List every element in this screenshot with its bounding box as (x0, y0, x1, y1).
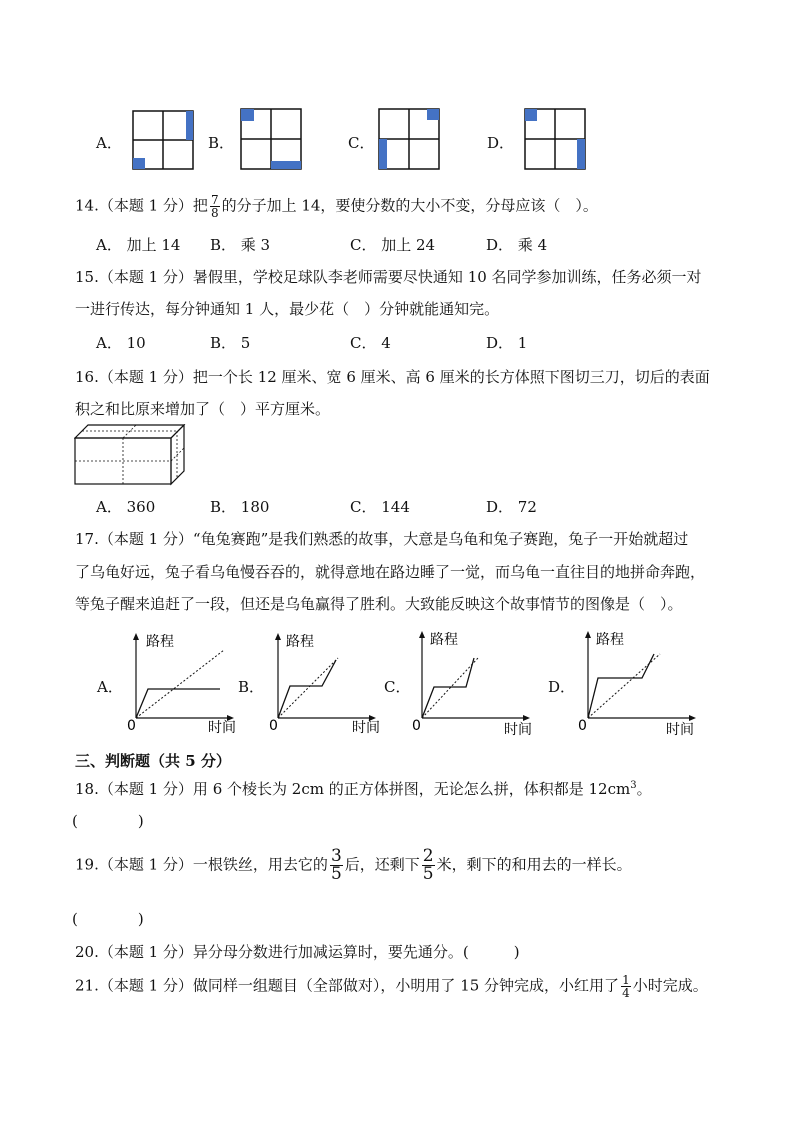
q17-line-3: 等兔子醒来追赶了一段，但还是乌龟赢得了胜利。大致能反映这个故事情节的图像是（ ）。 (75, 595, 683, 613)
q16-line-1: 16.（本题 1 分）把一个长 12 厘米、宽 6 厘米、高 6 厘米的长方体照下图切三刀，切后的表面 (75, 368, 710, 386)
rabbit-line (422, 658, 474, 718)
q14-text-post: 的分子加上 14，要使分数的大小不变，分母应该（ ）。 (221, 196, 598, 215)
graph-a-origin: 0 (127, 718, 136, 734)
q21-frac-numerator: 1 (622, 973, 630, 987)
q13-option-b-label: B． (208, 134, 235, 152)
q19-text-pre: 19.（本题 1 分）一根铁丝，用去它的 (75, 855, 328, 874)
q14-option-a: A． 加上 14 (96, 236, 181, 254)
q19-stem (75, 848, 632, 883)
tortoise-line (422, 658, 478, 718)
q17-option-c-label: C． (384, 678, 411, 696)
rabbit-line (588, 654, 654, 718)
q14-stem (75, 194, 598, 219)
q17-graph-d (576, 624, 706, 736)
tortoise-line (278, 658, 338, 718)
q18-stem (75, 778, 652, 799)
q13-option-b-figure (240, 108, 304, 172)
q18-answer-blank[interactable]: ( ) (72, 812, 144, 830)
q13-option-a-figure (132, 110, 196, 172)
q16-option-b: B． 180 (210, 498, 270, 516)
q19-answer-blank[interactable]: ( ) (72, 910, 144, 928)
q17-graph-a (124, 630, 244, 734)
q15-option-b: B． 5 (210, 334, 251, 352)
q21-frac-denominator: 4 (622, 986, 630, 1000)
shade-bottom-right (271, 161, 301, 169)
shade-left-bottom (379, 139, 387, 169)
graph-b-ylabel: 路程 (286, 634, 314, 650)
graph-a-xlabel: 时间 (208, 720, 236, 734)
q14-option-c: C． 加上 24 (350, 236, 436, 254)
q19-frac1-numerator: 3 (330, 846, 342, 866)
graph-a-ylabel: 路程 (146, 634, 174, 650)
q19-frac1-denominator: 5 (330, 864, 342, 884)
q16-option-d: D． 72 (486, 498, 537, 516)
q17-option-a-label: A． (97, 678, 123, 696)
q13-option-c-label: C． (348, 134, 375, 152)
shade-right-top (186, 111, 193, 140)
q21-text-post: 小时完成。 (632, 976, 708, 995)
q16-line-2: 积之和比原来增加了（ ）平方厘米。 (75, 400, 331, 418)
q18-superscript: 3 (630, 780, 637, 791)
graph-d-origin: 0 (578, 718, 587, 734)
q17-option-b-label: B． (238, 678, 265, 696)
graph-c-origin: 0 (412, 718, 421, 734)
q19-fraction-2 (422, 848, 435, 883)
q13-option-a-label: A． (96, 134, 122, 152)
q19-text-mid: 后，还剩下 (344, 855, 420, 874)
q15-option-a: A． 10 (96, 334, 146, 352)
q16-cuboid-figure (74, 424, 186, 486)
graph-d-ylabel: 路程 (596, 632, 624, 648)
q17-graph-b (266, 630, 386, 734)
q17-line-2: 了乌龟好远，兔子看乌龟慢吞吞的，就得意地在路边睡了一觉，而乌龟一直往目的地拼命奔跑， (75, 563, 706, 581)
q18-text-end: 。 (636, 780, 652, 798)
q15-option-d: D． 1 (486, 334, 528, 352)
q14-option-d: D． 乘 4 (486, 236, 548, 254)
tortoise-line (136, 650, 224, 718)
section-title: 三、判断题（共 5 分） (75, 752, 231, 770)
q15-line-1: 15.（本题 1 分）暑假里，学校足球队李老师需要尽快通知 10 名同学参加训练，任务必须一对 (75, 268, 702, 286)
q16-option-c: C． 144 (350, 498, 410, 516)
q14-text-pre: 14.（本题 1 分）把 (75, 196, 208, 215)
shade-bottom-left (133, 158, 145, 169)
graph-d-xlabel: 时间 (666, 722, 694, 736)
shade-top-left (525, 109, 537, 121)
q19-text-post: 米，剩下的和用去的一样长。 (436, 855, 632, 874)
rabbit-line (136, 689, 220, 718)
q14-frac-denominator: 8 (210, 206, 219, 220)
q14-frac-numerator: 7 (210, 193, 219, 207)
shade-right-bottom (577, 139, 585, 169)
q21-text-pre: 21.（本题 1 分）做同样一组题目（全部做对），小明用了 15 分钟完成，小红用了 (75, 976, 620, 995)
q19-frac2-numerator: 2 (422, 846, 434, 866)
q14-fraction (210, 194, 220, 219)
q14-option-b: B． 乘 3 (210, 236, 271, 254)
q18-text: 18.（本题 1 分）用 6 个棱长为 2cm 的正方体拼图，无论怎么拼，体积都是 12cm (75, 780, 631, 798)
q17-option-d-label: D． (548, 678, 576, 696)
shade-top-right (427, 109, 439, 120)
graph-c-xlabel: 时间 (504, 722, 532, 736)
graph-c-ylabel: 路程 (430, 632, 458, 648)
q15-line-2: 一进行传达，每分钟通知 1 人，最少花（ ）分钟就能通知完。 (75, 300, 500, 318)
q17-graph-c (410, 624, 540, 736)
q19-fraction-1 (330, 848, 343, 883)
q19-frac2-denominator: 5 (422, 864, 434, 884)
q21-stem (75, 974, 708, 999)
q15-option-c: C． 4 (350, 334, 391, 352)
q13-option-c-figure (378, 108, 442, 172)
q21-fraction (621, 974, 631, 999)
q17-line-1: 17.（本题 1 分）“龟兔赛跑”是我们熟悉的故事，大意是乌龟和兔子赛跑，兔子一开始就超过 (75, 530, 689, 548)
graph-b-origin: 0 (269, 718, 278, 734)
q13-option-d-figure (524, 108, 588, 172)
shade-top-left (241, 109, 254, 121)
graph-b-xlabel: 时间 (352, 720, 380, 734)
q16-option-a: A． 360 (96, 498, 156, 516)
q20-stem: 20.（本题 1 分）异分母分数进行加减运算时，要先通分。( ) (75, 943, 520, 961)
q13-option-d-label: D． (487, 134, 515, 152)
